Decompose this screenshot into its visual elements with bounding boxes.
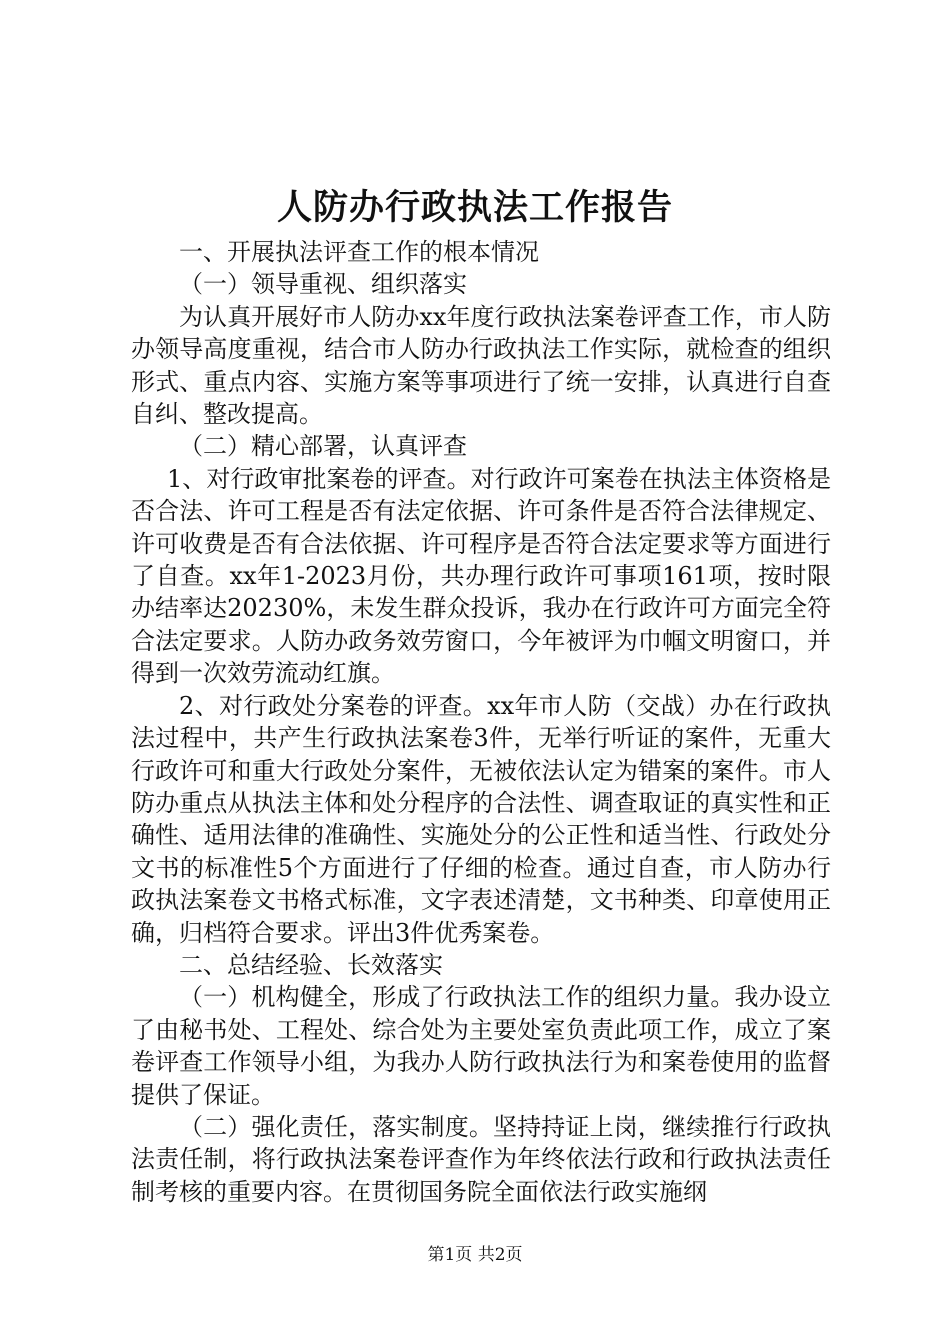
section-heading-1: 一、开展执法评查工作的根本情况 (179, 238, 539, 266)
paragraph-responsibility: （二）强化责任，落实制度。坚持持证上岗，继续推行行政执法责任制，将行政执法案卷评查作为年终依法行政和行政执法责任制考核的重要内容。在贯彻国务院全面依法行政实施纲 (131, 1112, 831, 1206)
subsection-heading-1-1: （一）领导重视、组织落实 (179, 270, 467, 299)
document-body (131, 236, 831, 1208)
paragraph-penalty-review: 2、对行政处分案卷的评查。xx年市人防（交战）办在行政执法过程中，共产生行政执法案卷3件，无举行听证的案件，无重大行政许可和重大行政处分案件，无被依法认定为错案的案件。市人防办重点从执法主体和处分程序的合法性、调查取证的真实性和正确性、适用法律的准确性、实施处分的公正性和适当性、行政处分文书的标准性5个方面进行了仔细的检查。通过自查，市人防办行政执法案卷文书格式标准，文字表述清楚，文书种类、印章使用正确，归档符合要求。评出3件优秀案卷。 (131, 691, 831, 947)
subsection-heading-1-2: （二）精心部署，认真评查 (179, 432, 467, 461)
page-number-footer: 第1页 共2页 (427, 1245, 523, 1265)
paragraph-organization: （一）机构健全，形成了行政执法工作的组织力量。我办设立了由秘书处、工程处、综合处为主要处室负责此项工作，成立了案卷评查工作领导小组，为我办人防行政执法行为和案卷使用的监督提供了保证。 (131, 983, 831, 1109)
paragraph-intro: 为认真开展好市人防办xx年度行政执法案卷评查工作，市人防办领导高度重视，结合市人防办行政执法工作实际，就检查的组织形式、重点内容、实施方案等事项进行了统一安排，认真进行自查自纠、整改提高。 (131, 302, 831, 429)
paragraph-approval-review: 1、对行政审批案卷的评查。对行政许可案卷在执法主体资格是否合法、许可工程是否有法定依据、许可条件是否符合法律规定、许可收费是否有合法依据、许可程序是否符合法定要求等方面进行了自查。xx年1-2023月份，共办理行政许可事项161项，按时限办结率达20230%，未发生群众投诉，我办在行政许可方面完全符合法定要求。人防办政务效劳窗口，今年被评为巾帼文明窗口，并得到一次效劳流动红旗。 (131, 464, 831, 688)
section-heading-2: 二、总结经验、长效落实 (179, 950, 443, 979)
document-title: 人防办行政执法工作报告 (276, 187, 673, 228)
